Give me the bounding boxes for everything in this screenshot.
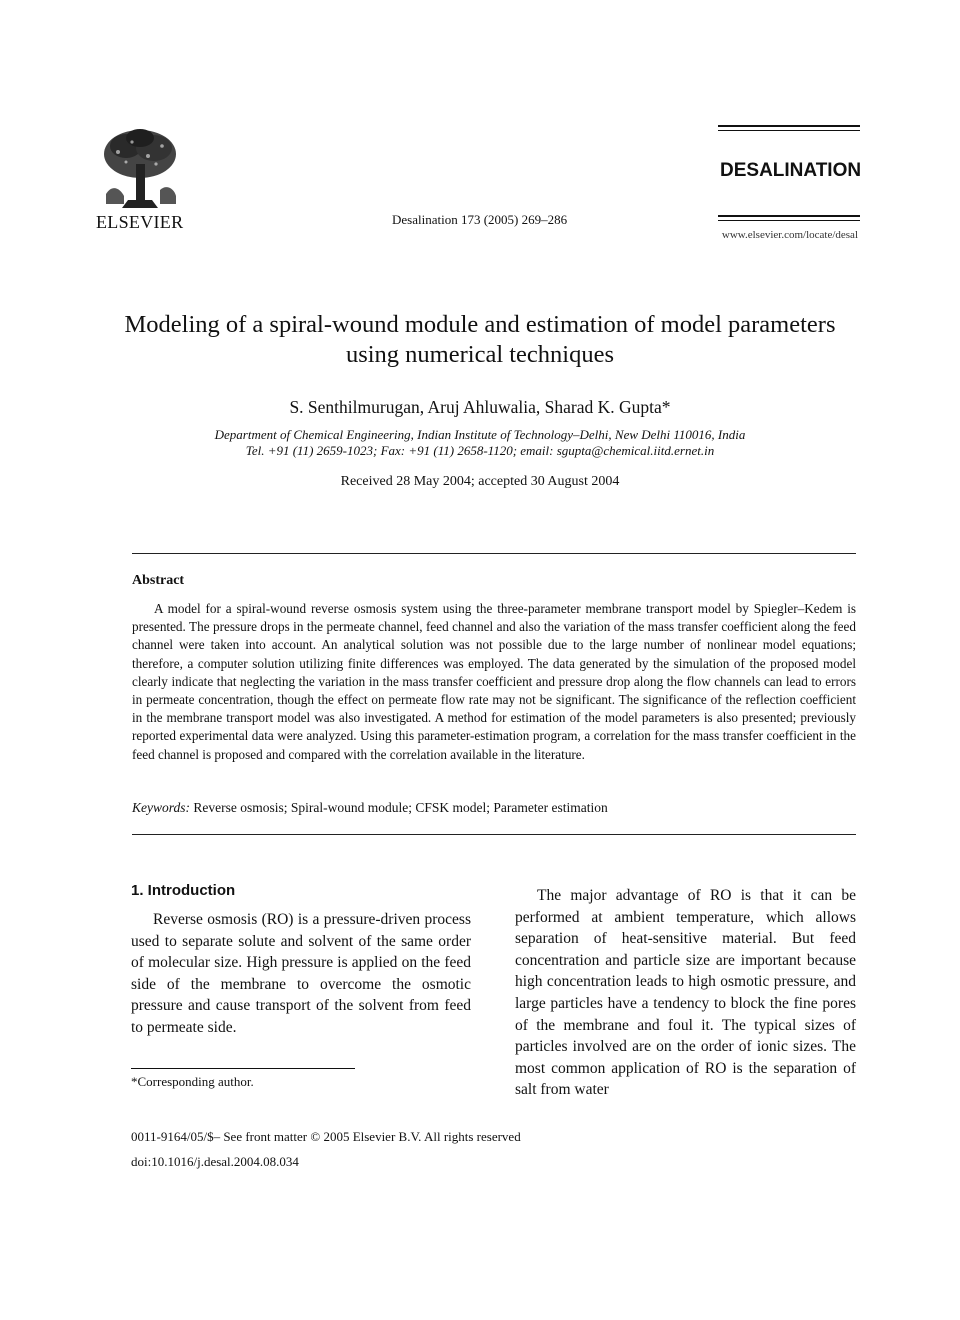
keywords bbox=[132, 800, 856, 816]
affiliation-department: Department of Chemical Engineering, Indian Institute of Technology–Delhi, New Delhi 110016, India bbox=[214, 427, 746, 442]
author-list: S. Senthilmurugan, Aruj Ahluwalia, Sharad K. Gupta* bbox=[289, 397, 671, 417]
copyright-line: 0011-9164/05/$– See front matter © 2005 Elsevier B.V. All rights reserved bbox=[131, 1129, 521, 1144]
affiliation bbox=[100, 427, 860, 459]
abstract-text: A model for a spiral-wound reverse osmosis system using the three-parameter membrane transport model by Spiegler–Kedem is presented. The pressure drops in the permeate channel, feed channel and also the variation of the mass transfer coefficient along the feed channel were taken into account. An analytical solution was not possible due to the large number of nonlinear model equations; therefore, a computer solution utilizing finite differences was employed. The data generated by the simulation of the proposed model clearly indicate that neglecting the variation in the mass transfer coefficient and pressure drop along the flow channels can lead to errors in permeate concentration, though the effect on permeate flow rate may not be significant. The significance of the reflection coefficient in the membrane transport model was also investigated. A method for estimation of the model parameters is also presented; previously reported experimental data were analyzed. Using this parameter-estimation program, a correlation for the mass transfer coefficient in the feed channel is proposed and compared with the correlation available in the literature. bbox=[132, 601, 856, 762]
keywords-list: Reverse osmosis; Spiral-wound module; CFSK model; Parameter estimation bbox=[193, 800, 608, 815]
abstract-heading: Abstract bbox=[132, 573, 185, 588]
received-dates: Received 28 May 2004; accepted 30 August 2004 bbox=[340, 474, 620, 489]
doi-line[interactable]: doi:10.1016/j.desal.2004.08.034 bbox=[131, 1154, 299, 1169]
intro-paragraph-right: The major advantage of RO is that it can be performed at ambient temperature, which allows separation of heat-sensitive material. But feed concentration and particle size are important because high concentration leads to high osmotic pressure, and large particles have a tendency to block the fine pores of the membrane and foul it. The typical sizes of particles involved are on the order of ionic sizes. The most common application of RO is the separation of salt from water bbox=[515, 887, 856, 1099]
header-rule bbox=[718, 130, 860, 131]
header-rule bbox=[718, 220, 860, 221]
footnote-corresponding-author: *Corresponding author. bbox=[131, 1074, 254, 1089]
paper-title: Modeling of a spiral-wound module and estimation of model parameters using numerical techniques bbox=[124, 311, 836, 368]
header-rule bbox=[718, 125, 860, 127]
keywords-label: Keywords: bbox=[132, 800, 190, 815]
left-column bbox=[131, 882, 471, 1039]
footnote-rule bbox=[131, 1068, 355, 1069]
abstract-rule-bottom bbox=[132, 834, 856, 835]
journal-name: DESALINATION bbox=[720, 160, 862, 181]
elsevier-logo bbox=[96, 124, 196, 233]
section-heading-introduction: 1. Introduction bbox=[131, 882, 236, 899]
abstract-rule-top bbox=[132, 553, 856, 554]
affiliation-contact: Tel. +91 (11) 2659-1023; Fax: +91 (11) 2658-1120; email: sgupta@chemical.iitd.ernet.in bbox=[245, 443, 715, 458]
journal-citation: Desalination 173 (2005) 269–286 bbox=[392, 212, 568, 227]
header-rule bbox=[718, 215, 860, 217]
right-column bbox=[515, 882, 856, 1101]
journal-url[interactable]: www.elsevier.com/locate/desal bbox=[721, 229, 858, 241]
elsevier-tree-icon bbox=[98, 124, 182, 210]
intro-paragraph-left: Reverse osmosis (RO) is a pressure-driven process used to separate solute and solvent of the same order of molecular size. High pressure is applied on the feed side of the membrane to overcome the osmotic pressure and cause transport of the solvent from feed to permeate side. bbox=[131, 911, 471, 1036]
publisher-name: ELSEVIER bbox=[96, 212, 184, 232]
